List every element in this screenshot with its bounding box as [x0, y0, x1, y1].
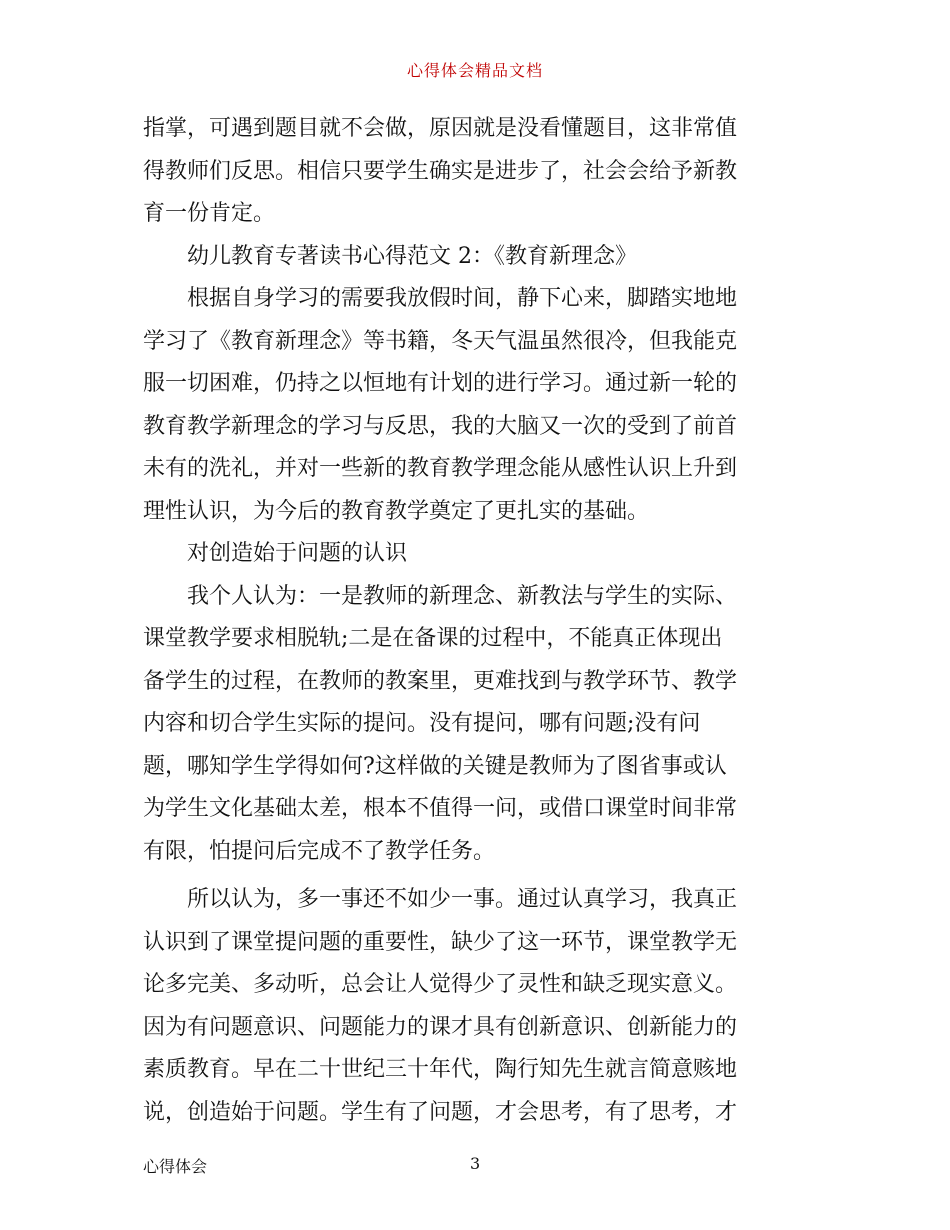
- body-line: 备学生的过程，在教师的教案里，更难找到与教学环节、教学: [143, 668, 738, 694]
- body-line: 教育教学新理念的学习与反思，我的大脑又一次的受到了前首: [143, 413, 738, 439]
- document-body: [143, 108, 813, 1134]
- body-line: 我个人认为：一是教师的新理念、新教法与学生的实际、: [143, 583, 738, 609]
- body-line: 为学生文化基础太差，根本不值得一问，或借口课堂时间非常: [143, 796, 738, 821]
- body-line: 所以认为，多一事还不如少一事。通过认真学习，我真正: [143, 887, 738, 912]
- page-number: 3: [470, 1154, 481, 1173]
- section-heading: 幼儿教育专著读书心得范文 2：《教育新理念》: [143, 243, 637, 269]
- footer-label: 心得体会: [143, 1157, 208, 1176]
- body-line: 指掌，可遇到题目就不会做，原因就是没看懂题目，这非常值: [143, 116, 738, 141]
- body-line: 论多完美、多动听，总会让人觉得少了灵性和缺乏现实意义。: [143, 972, 738, 997]
- body-line: 认识到了课堂提问题的重要性，缺少了这一环节，课堂教学无: [143, 929, 738, 955]
- body-line: 育一份肯定。: [143, 201, 276, 226]
- body-line: 学习了《教育新理念》等书籍，冬天气温虽然很冷，但我能克: [143, 328, 738, 354]
- body-line: 得教师们反思。相信只要学生确实是进步了，社会会给予新教: [143, 158, 738, 184]
- body-line: 内容和切合学生实际的提问。没有提问，哪有问题;没有问: [143, 711, 701, 736]
- body-line: 服一切困难，仍持之以恒地有计划的进行学习。通过新一轮的: [143, 371, 738, 396]
- body-line: 根据自身学习的需要我放假时间，静下心来，脚踏实地地: [143, 286, 738, 311]
- body-line: 因为有问题意识、问题能力的课才具有创新意识、创新能力的: [143, 1014, 738, 1040]
- body-line: 素质教育。早在二十世纪三十年代，陶行知先生就言简意赅地: [143, 1057, 738, 1082]
- document-header-title: 心得体会精品文档: [406, 61, 543, 80]
- body-line: 课堂教学要求相脱轨;二是在备课的过程中，不能真正体现出: [143, 626, 723, 651]
- body-line: 理性认识，为今后的教育教学奠定了更扎实的基础。: [143, 498, 650, 524]
- body-line: 未有的洗礼，并对一些新的教育教学理念能从感性认识上升到: [143, 456, 738, 481]
- section-heading: 对创造始于问题的认识: [143, 541, 408, 566]
- body-line: 有限，怕提问后完成不了教学任务。: [143, 838, 496, 864]
- body-line: 说，创造始于问题。学生有了问题，才会思考，有了思考，才: [143, 1099, 738, 1125]
- body-line: 题，哪知学生学得如何?这样做的关键是教师为了图省事或认: [143, 753, 727, 779]
